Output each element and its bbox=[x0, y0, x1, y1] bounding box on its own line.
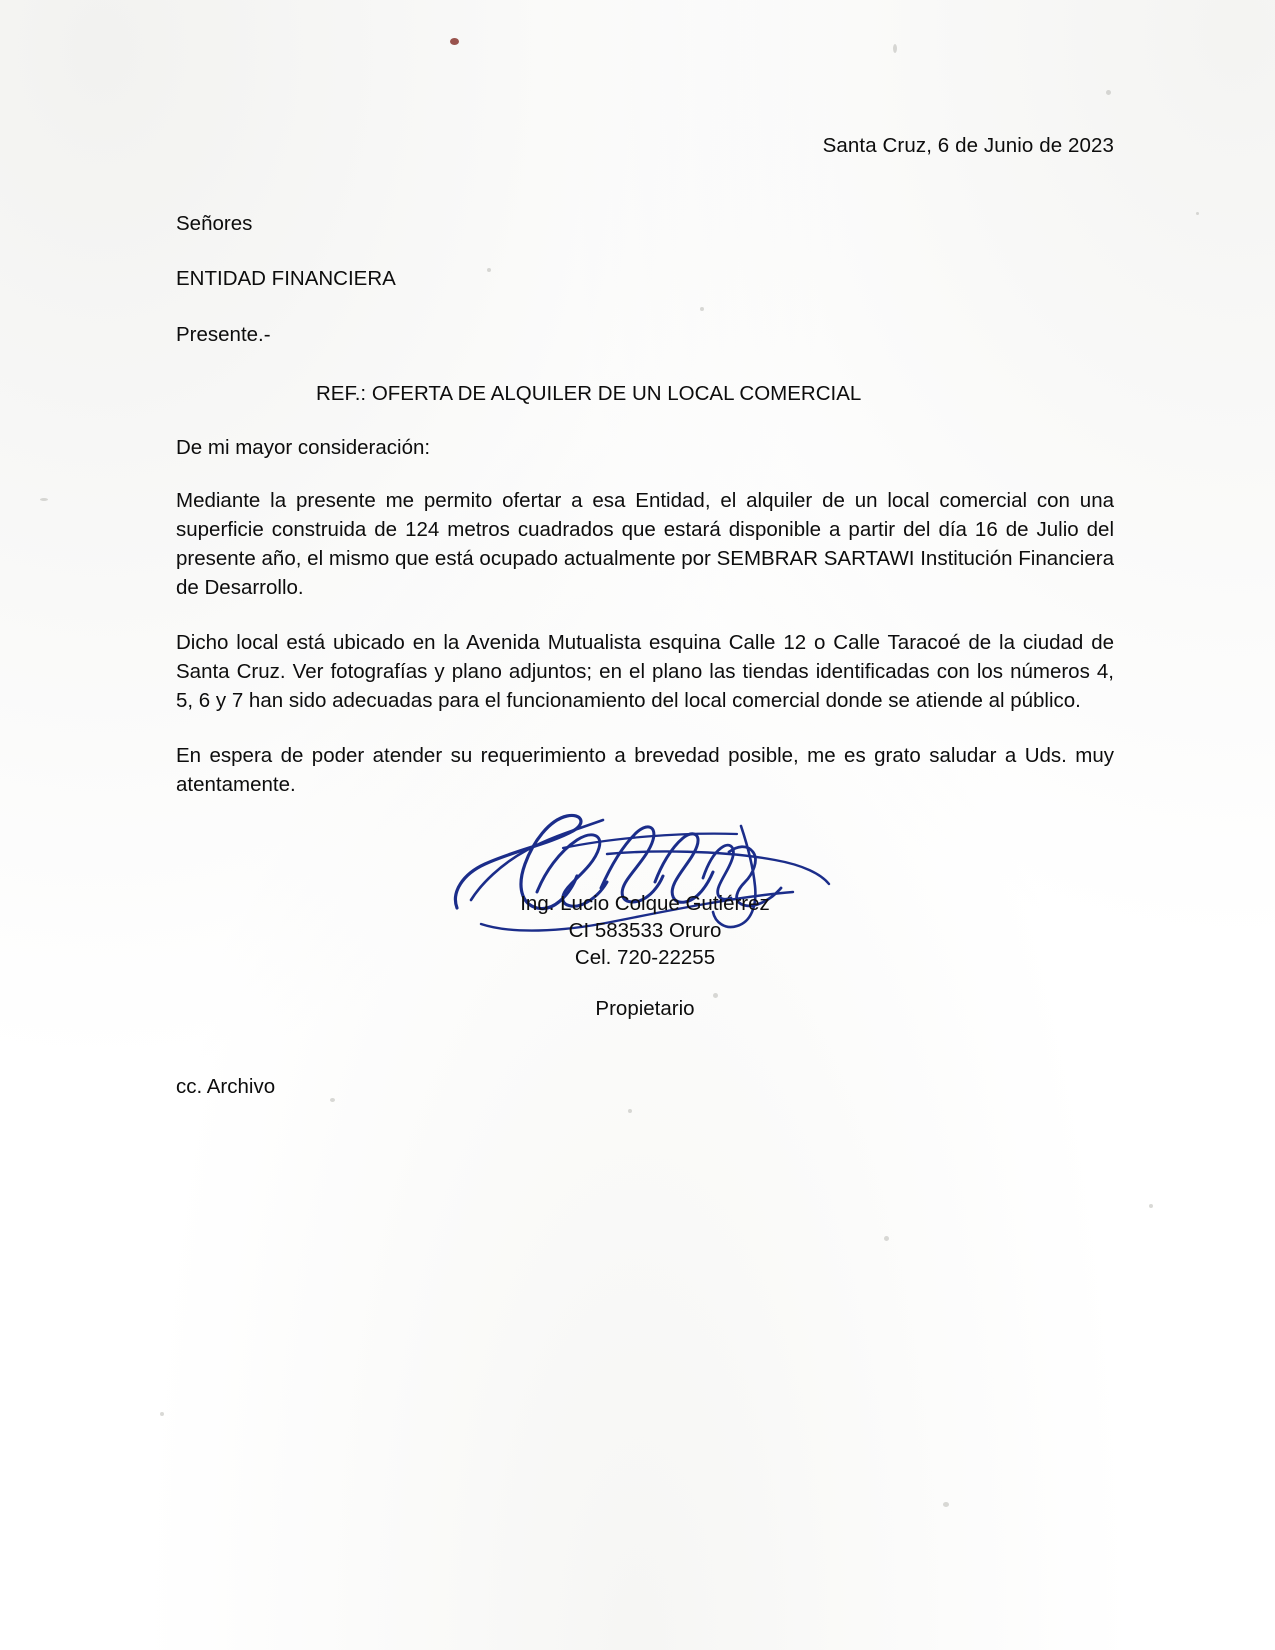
salutation-line: De mi mayor consideración: bbox=[176, 435, 431, 459]
scan-speck bbox=[40, 498, 48, 501]
scan-speck bbox=[628, 1109, 632, 1113]
scan-speck bbox=[943, 1502, 949, 1507]
addressee-line-3: Presente.- bbox=[176, 322, 271, 346]
signer-name: Ing. Lucio Colque Gutiérrez bbox=[520, 891, 770, 915]
cc-line: cc. Archivo bbox=[176, 1074, 276, 1098]
signer-phone: Cel. 720-22255 bbox=[574, 945, 716, 969]
paragraph-1: Mediante la presente me permito ofertar a esa Entidad, el alquiler de un local comercial con una superficie construida de 124 metros cuadrados que estará disponible a partir del día 16 de Julio del presente año, el mismo que está ocupado actualmente por SEMBRAR SARTAWI Institución Financiera de Desarrollo. bbox=[176, 488, 1114, 599]
paragraph-3: En espera de poder atender su requerimiento a brevedad posible, me es grato saludar a Uds. muy atentamente. bbox=[176, 744, 1114, 797]
signer-role: Propietario bbox=[595, 996, 695, 1020]
date-line: Santa Cruz, 6 de Junio de 2023 bbox=[822, 134, 1114, 157]
scan-speck bbox=[1196, 212, 1199, 215]
scan-speck bbox=[160, 1412, 164, 1416]
paragraph-2: Dicho local está ubicado en la Avenida Mutualista esquina Calle 12 o Calle Taracoé de la ciudad de Santa Cruz. Ver fotografías y plano adjuntos; en el plano las tiendas identificadas con los números 4, 5, 6 y 7 han sido adecuadas para el funcionamiento del local comercial donde se atiende al público. bbox=[176, 631, 1114, 713]
addressee-line-2: ENTIDAD FINANCIERA bbox=[176, 267, 396, 291]
letter-body bbox=[176, 0, 1114, 1099]
signer-id: CI 583533 Oruro bbox=[568, 918, 722, 942]
scan-speck bbox=[1149, 1204, 1153, 1208]
reference-line: REF.: OFERTA DE ALQUILER DE UN LOCAL COMERCIAL bbox=[316, 381, 862, 405]
signature-block bbox=[176, 804, 1114, 1022]
scan-speck bbox=[884, 1236, 889, 1241]
addressee-line-1: Señores bbox=[176, 211, 253, 235]
addressee-block bbox=[176, 211, 1114, 349]
